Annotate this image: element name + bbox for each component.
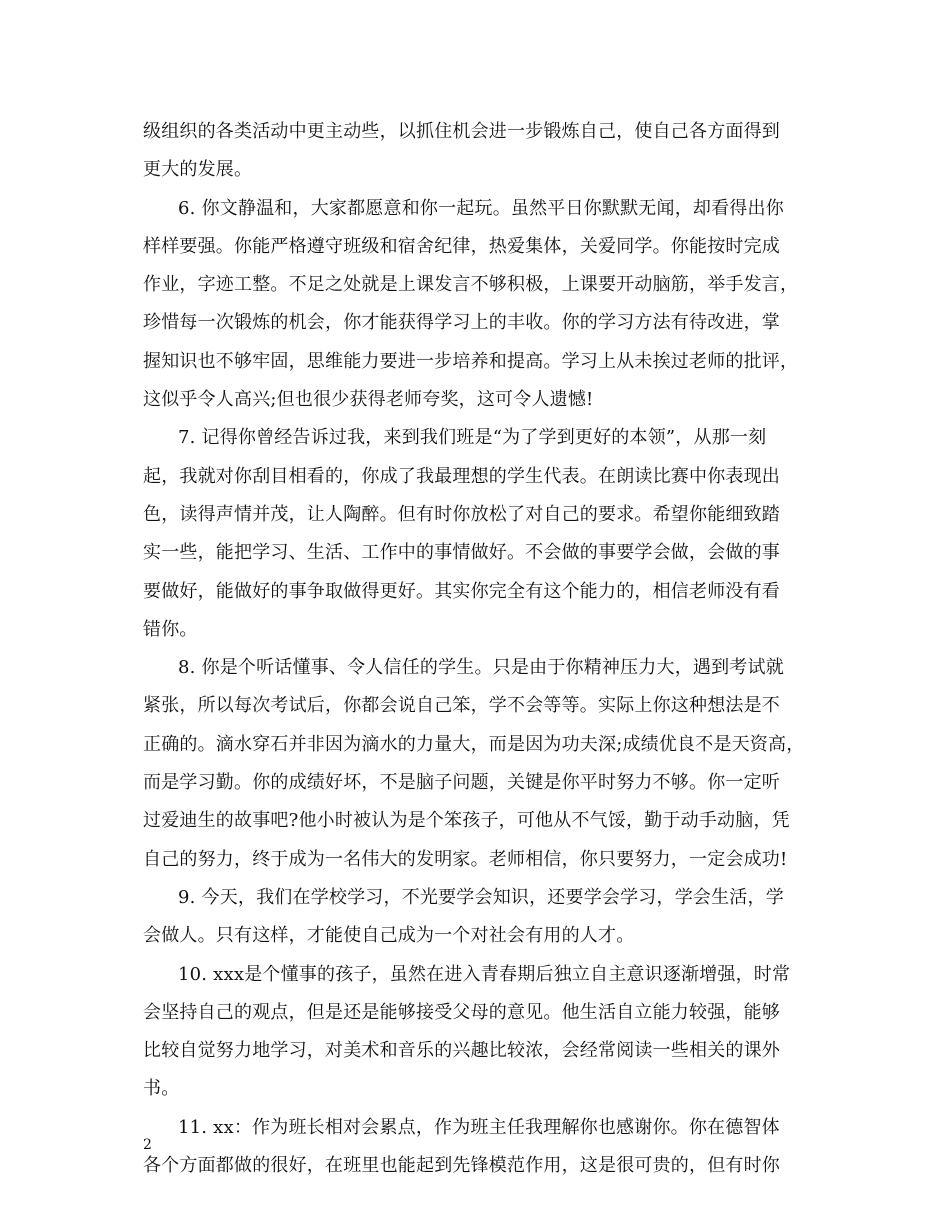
- text-line: 比较自觉努力地学习，对美术和音乐的兴趣比较浓，会经常阅读一些相关的课外: [143, 1040, 780, 1062]
- paragraph-9-start: 9. 今天，我们在学校学习，不光要学会知识，还要学会学习，学会生活，学: [178, 886, 784, 908]
- text-line: 各个方面都做的很好，在班里也能起到先锋模范作用，这是很可贵的，但有时你: [143, 1155, 780, 1177]
- text-line: 握知识也不够牢固，思维能力要进一步培养和提高。学习上从未挨过老师的批评，: [143, 350, 799, 372]
- text-line: 书。: [143, 1078, 180, 1100]
- text-line: 正确的。滴水穿石并非因为滴水的力量大，而是因为功夫深;成绩优良不是天资高，: [143, 733, 805, 755]
- text-line: 实一些，能把学习、生活、工作中的事情做好。不会做的事要学会做，会做的事: [143, 542, 780, 564]
- text-line: 样样要强。你能严格遵守班级和宿舍纪律，热爱集体，关爱同学。你能按时完成: [143, 235, 780, 257]
- text-line: 错你。: [143, 618, 198, 640]
- page-number: 2: [143, 1137, 152, 1153]
- text-line: 级组织的各类活动中更主动些，以抓住机会进一步锻炼自己，使自己各方面得到: [143, 121, 780, 142]
- paragraph-7-start: 7. 记得你曾经告诉过我，来到我们班是“为了学到更好的本领”，从那一刻: [178, 427, 767, 449]
- text-line: 这似乎令人高兴;但也很少获得老师夸奖，这可令人遗憾!: [143, 389, 594, 411]
- paragraph-6-start: 6. 你文静温和，大家都愿意和你一起玩。虽然平日你默默无闻，却看得出你: [178, 197, 784, 219]
- text-line: 要做好，能做好的事争取做得更好。其实你完全有这个能力的，相信老师没有看: [143, 580, 780, 602]
- paragraph-11-start: 11. xx：作为班长相对会累点，作为班主任我理解你也感谢你。你在德智体: [178, 1116, 780, 1138]
- text-line: 珍惜每一次锻炼的机会，你才能获得学习上的丰收。你的学习方法有待改进，掌: [143, 312, 780, 334]
- text-line: 自己的努力，终于成为一名伟大的发明家。老师相信，你只要努力，一定会成功!: [143, 848, 788, 870]
- text-line: 色，读得声情并茂，让人陶醉。但有时你放松了对自己的要求。希望你能细致踏: [143, 503, 780, 525]
- text-line: 作业，字迹工整。不足之处就是上课发言不够积极，上课要开动脑筋，举手发言，: [143, 274, 799, 296]
- text-line: 紧张，所以每次考试后，你都会说自己笨，学不会等等。实际上你这种想法是不: [143, 695, 780, 717]
- text-line: 起，我就对你刮目相看的，你成了我最理想的学生代表。在朗读比赛中你表现出: [143, 465, 780, 487]
- paragraph-8-start: 8. 你是个听话懂事、令人信任的学生。只是由于你精神压力大，遇到考试就: [178, 657, 784, 679]
- paragraph-10-start: 10. xxx是个懂事的孩子，虽然在进入青春期后独立自主意识逐渐增强，时常: [178, 963, 791, 985]
- text-line: 会坚持自己的观点，但是还是能够接受父母的意见。他生活自立能力较强，能够: [143, 1001, 780, 1023]
- body-text: [143, 113, 813, 1185]
- text-line: 过爱迪生的故事吧?他小时被认为是个笨孩子，可他从不气馁，勤于动手动脑，凭: [143, 810, 790, 832]
- text-line: 而是学习勤。你的成绩好坏，不是脑子问题，关键是你平时努力不够。你一定听: [143, 772, 780, 794]
- text-line: 会做人。只有这样，才能使自己成为一个对社会有用的人才。: [143, 925, 635, 947]
- text-line: 更大的发展。: [143, 159, 253, 181]
